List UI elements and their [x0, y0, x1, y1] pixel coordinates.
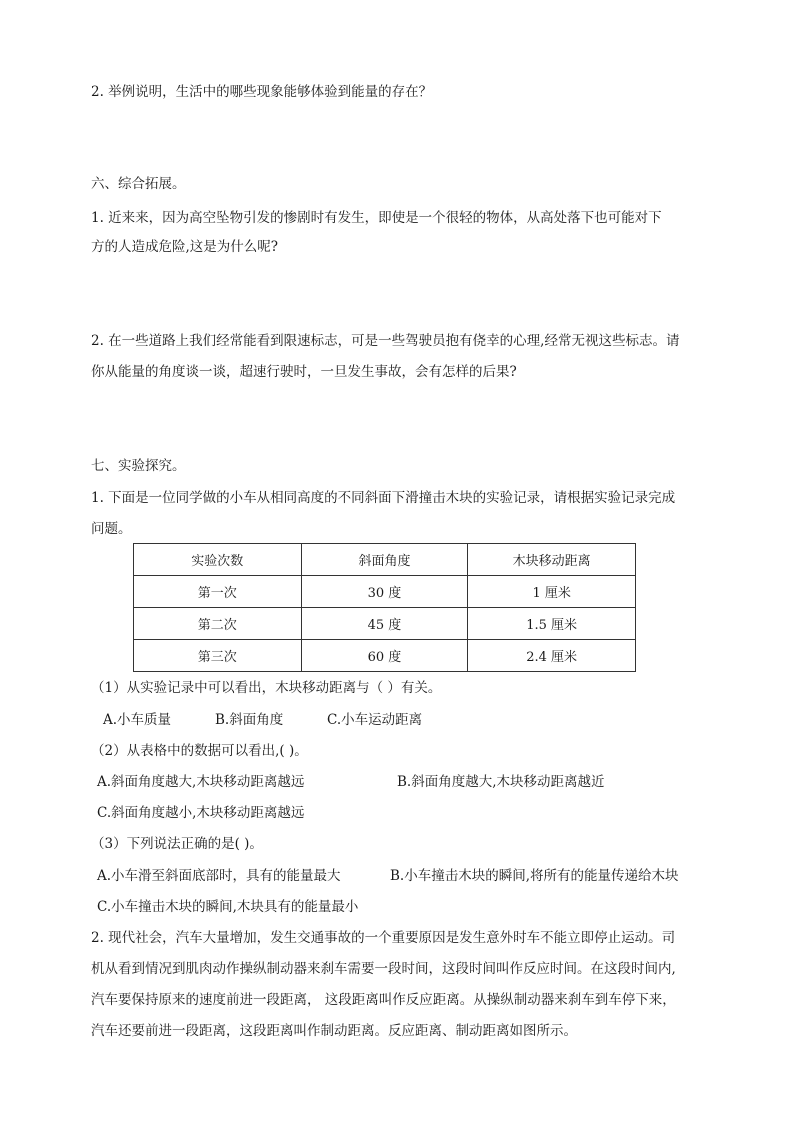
option-b: B.斜面角度越大,木块移动距离越近: [397, 774, 605, 790]
experiment-table: [133, 543, 636, 672]
question-7-2-line-2: 机从看到情况到肌肉动作操纵制动器来刹车需要一段时间，这段时间叫作反应时间。在这段时间内,: [91, 961, 676, 977]
option-a: A.小车质量: [103, 712, 172, 728]
table-cell: 第三次: [134, 640, 302, 672]
sub-question-1: （1）从实验记录中可以看出，木块移动距离与（ ）有关。: [91, 680, 442, 696]
question-6-2-line-1: 2. 在一些道路上我们经常能看到限速标志，可是一些驾驶员抱有侥幸的心理,经常无视这些标志。请: [91, 333, 680, 349]
table-header-row: [134, 544, 636, 576]
table-row: [134, 608, 636, 640]
sub-question-2: （2）从表格中的数据可以看出,( )。: [91, 743, 308, 759]
option-c: C.小车撞击木块的瞬间,木块具有的能量最小: [97, 899, 359, 915]
question-7-1-line-2: 问题。: [91, 521, 132, 537]
question-6-1-line-2: 方的人造成危险,这是为什么呢?: [91, 239, 279, 255]
option-c: C.小车运动距离: [327, 712, 423, 728]
section-7-heading: 七、实验探究。: [91, 458, 186, 474]
table-header: 木块移动距离: [468, 544, 636, 576]
table-header: 斜面角度: [301, 544, 468, 576]
option-c: C.斜面角度越小,木块移动距离越远: [97, 805, 305, 821]
option-a: A.小车滑至斜面底部时，具有的能量最大: [97, 868, 341, 884]
table-header: 实验次数: [134, 544, 302, 576]
table-cell: 第二次: [134, 608, 302, 640]
question-7-2-line-1: 2. 现代社会，汽车大量增加，发生交通事故的一个重要原因是发生意外时车不能立即停止运动。司: [91, 930, 676, 946]
table-cell: 第一次: [134, 576, 302, 608]
question-7-2-line-4: 汽车还要前进一段距离，这段距离叫作制动距离。反应距离、制动距离如图所示。: [91, 1023, 577, 1039]
option-a: A.斜面角度越大,木块移动距离越远: [97, 774, 305, 790]
question-7-2-line-3: 汽车要保持原来的速度前进一段距离， 这段距离叫作反应距离。从操纵制动器来刹车到车停下来，: [91, 992, 676, 1008]
option-b: B.斜面角度: [215, 712, 284, 728]
question-6-1-line-1: 1. 近来来，因为高空坠物引发的惨剧时有发生，即使是一个很轻的物体，从高处落下也可能对下: [91, 210, 662, 226]
table-cell: 1 厘米: [468, 576, 636, 608]
question-5-2: 2. 举例说明，生活中的哪些现象能够体验到能量的存在？: [91, 84, 433, 100]
table-cell: 45 度: [301, 608, 468, 640]
sub-question-3: （3）下列说法正确的是( )。: [91, 836, 263, 852]
table-cell: 2.4 厘米: [468, 640, 636, 672]
option-b: B.小车撞击木块的瞬间,将所有的能量传递给木块: [390, 868, 679, 884]
table-row: [134, 640, 636, 672]
table-row: [134, 576, 636, 608]
question-6-2-line-2: 你从能量的角度谈一谈，超速行驶时，一旦发生事故，会有怎样的后果?: [91, 364, 517, 380]
question-7-1-line-1: 1. 下面是一位同学做的小车从相同高度的不同斜面下滑撞击木块的实验记录，请根据实验记录完成: [91, 490, 676, 506]
sub-question-1-options: [103, 710, 422, 730]
table-cell: 60 度: [301, 640, 468, 672]
table-cell: 30 度: [301, 576, 468, 608]
section-6-heading: 六、综合拓展。: [91, 176, 186, 192]
table-cell: 1.5 厘米: [468, 608, 636, 640]
